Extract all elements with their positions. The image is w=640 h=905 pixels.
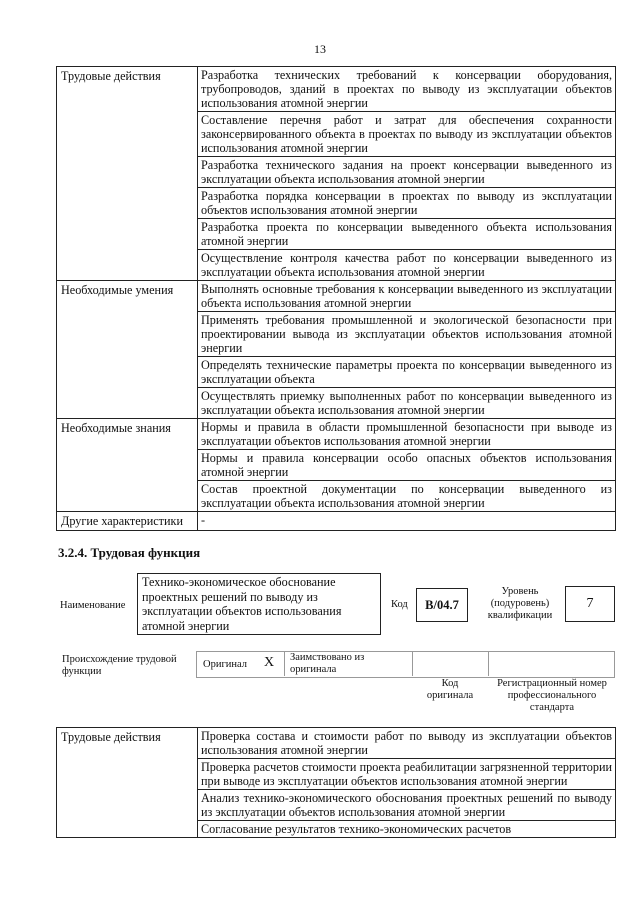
code-original-caption: Код оригинала [426,678,474,701]
table-cell: Нормы и правила в области промышленной безопасности при выводе из эксплуатации объектов использования атомной энергии [198,419,616,450]
table-cell: Проверка расчетов стоимости проекта реабилитации загрязненной территории при выводе из эксплуатации объектов использования атомной энергии [198,759,616,790]
labor-function-table [56,66,616,531]
table-cell: Анализ технико-экономического обоснования проектных решений по выводу из эксплуатации объектов использования атомной энергии [198,790,616,821]
labor-actions-table [56,727,616,838]
original-label: Оригинал [203,659,247,670]
qualification-level: 7 [565,586,615,622]
origin-label: Происхождение трудовой функции [62,654,177,677]
table-cell: Разработка технических требований к консервации оборудования, трубопроводов, зданий в проектах по выводу из эксплуатации объектов использования атомной энергии [198,67,616,112]
table-cell: Разработка проекта по консервации выведенного объекта использования атомной энергии [198,219,616,250]
table-cell: Нормы и правила консервации особо опасных объектов использования атомной энергии [198,450,616,481]
table-cell: Проверка состава и стоимости работ по выводу из эксплуатации объектов использования атомной энергии [198,728,616,759]
page-number: 13 [314,42,326,56]
table-cell: Определять технические параметры проекта по консервации выведенного из эксплуатации объекта [198,357,616,388]
row-label-labor-actions: Трудовые действия [57,67,198,281]
table-cell: Осуществлять приемку выполненных работ по консервации выведенного из эксплуатации объекта использования атомной энергии [198,388,616,419]
name-label: Наименование [60,600,126,611]
table-cell: Применять требования промышленной и экологической безопасности при проектировании вывода из эксплуатации объектов использования атомной энергии [198,312,616,357]
table-row [57,281,616,312]
table-cell: Разработка технического задания на проект консервации выведенного из эксплуатации объекта использования атомной энергии [198,157,616,188]
borrowed-label: Заимствовано из оригинала [290,652,365,675]
table-cell: Составление перечня работ и затрат для обеспечения сохранности законсервированного объекта в проектах по выводу из эксплуатации объектов использования атомной энергии [198,112,616,157]
table-cell: Согласование результатов технико-экономических расчетов [198,821,616,838]
reg-number-caption: Регистрационный номер профессионального стандарта [497,678,607,713]
table-cell: - [198,512,616,531]
row-label-labor-actions: Трудовые действия [57,728,198,838]
code-label: Код [391,599,408,610]
function-code: B/04.7 [416,588,468,622]
table-row [57,67,616,112]
section-title: 3.2.4. Трудовая функция [58,545,201,560]
table-cell: Выполнять основные требования к консервации выведенного из эксплуатации объекта использования атомной энергии [198,281,616,312]
level-label: Уровень (подуровень) квалификации [487,586,553,621]
table-row [57,419,616,450]
table-cell: Осуществление контроля качества работ по консервации выведенного из эксплуатации объекта использования атомной энергии [198,250,616,281]
table-cell: Состав проектной документации по консервации выведенного из эксплуатации объекта использования атомной энергии [198,481,616,512]
row-label-other-characteristics: Другие характеристики [57,512,198,531]
row-label-required-knowledge: Необходимые знания [57,419,198,512]
table-row [57,512,616,531]
table-row [57,728,616,759]
row-label-required-skills: Необходимые умения [57,281,198,419]
function-name: Технико-экономическое обоснование проектных решений по выводу из эксплуатации объектов использования атомной энергии [137,573,381,635]
original-mark: X [264,655,275,670]
table-cell: Разработка порядка консервации в проектах по выводу из эксплуатации объектов использования атомной энергии [198,188,616,219]
